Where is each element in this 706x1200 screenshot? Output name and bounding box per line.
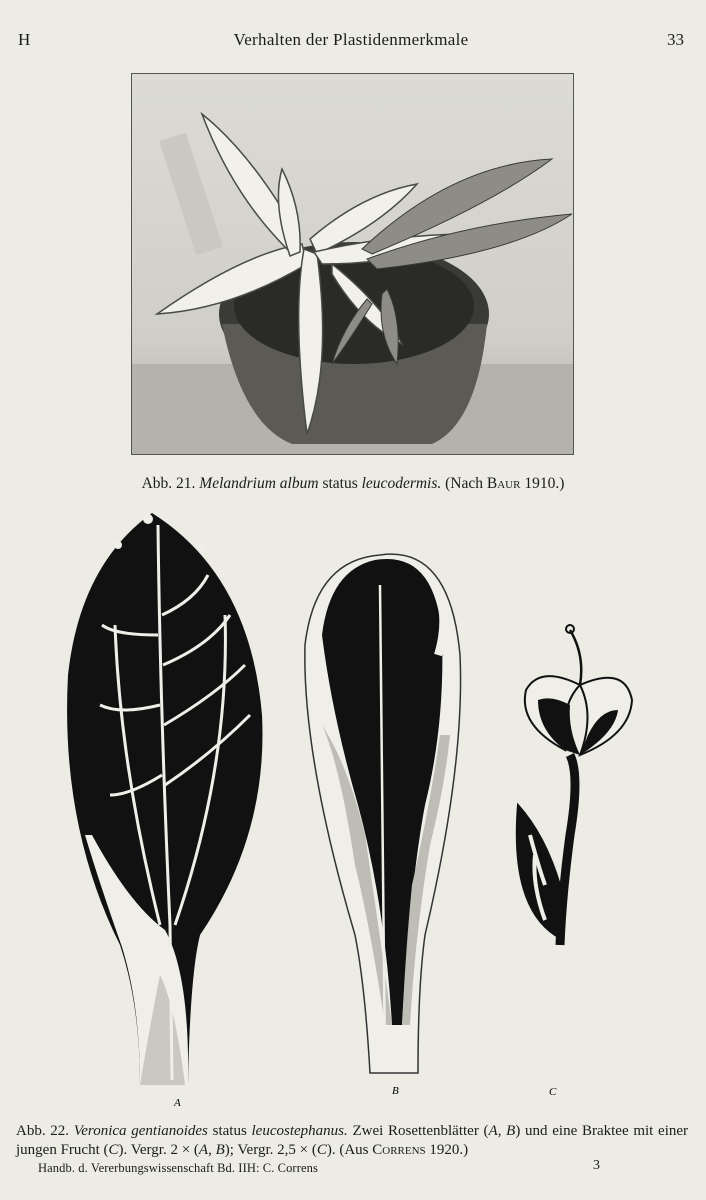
figure-22-drawings	[40, 505, 670, 1115]
header-title: Verhalten der Plastidenmerkmale	[233, 30, 469, 49]
fig22-comma-1: ,	[497, 1123, 507, 1139]
fig22-comma-2: ,	[208, 1142, 216, 1158]
fig22-desc-2: ) und eine Braktee mit einer jungen Frucht (	[16, 1123, 689, 1158]
bract-fruit-drawing	[517, 625, 632, 945]
figure-21-photograph	[131, 73, 574, 455]
fig21-author: Baur	[486, 475, 521, 492]
fig22-species: Veronica gentianoides	[73, 1123, 208, 1139]
fig22-ref-a2: A	[198, 1142, 209, 1158]
fig21-source-open: (Nach	[445, 475, 484, 492]
figure-22-caption	[16, 1122, 688, 1160]
footer-signature-mark: 3	[593, 1158, 600, 1173]
plant-pot-photo	[132, 74, 573, 454]
fig22-variety: leucostephanus.	[251, 1123, 348, 1139]
fig22-ref-b2: B	[215, 1142, 225, 1158]
fig22-year: 1920.)	[429, 1142, 469, 1158]
page-number: 33	[667, 30, 684, 49]
panel-label-b: B	[392, 1085, 399, 1097]
leaf-a-drawing	[67, 513, 262, 1085]
fig22-desc-1: Zwei Rosettenblätter (	[352, 1123, 489, 1139]
fig21-variety: leucodermis.	[361, 475, 442, 492]
fig22-ref-a: A	[488, 1123, 498, 1139]
figure-22-svg	[40, 505, 670, 1115]
fig21-species: Melandrium album	[199, 475, 319, 492]
panel-label-a: A	[174, 1097, 181, 1109]
panel-label-c: C	[549, 1086, 557, 1098]
footer-citation: Handb. d. Vererbungswissenschaft Bd. IIH: C. Correns	[38, 1161, 318, 1175]
fig22-ref-b: B	[506, 1123, 516, 1139]
fig22-desc-5: ). (Aus	[326, 1142, 369, 1158]
figure-21-caption	[0, 475, 706, 493]
fig22-status-word: status	[212, 1123, 247, 1139]
fig22-desc-4: ); Vergr. 2,5 × (	[224, 1142, 317, 1158]
fig22-ref-c2: C	[316, 1142, 327, 1158]
fig22-author: Correns	[372, 1142, 426, 1158]
header-section-mark: H	[18, 30, 31, 49]
fig22-desc-3: ). Vergr. 2 × (	[118, 1142, 199, 1158]
fig21-year: 1910.)	[524, 475, 565, 492]
fig22-ref-c: C	[108, 1142, 119, 1158]
leaf-b-drawing	[305, 554, 461, 1073]
running-header	[18, 30, 684, 54]
fig21-status-word: status	[322, 475, 358, 492]
fig21-label: Abb. 21.	[141, 475, 196, 492]
fig22-label: Abb. 22.	[16, 1123, 70, 1139]
